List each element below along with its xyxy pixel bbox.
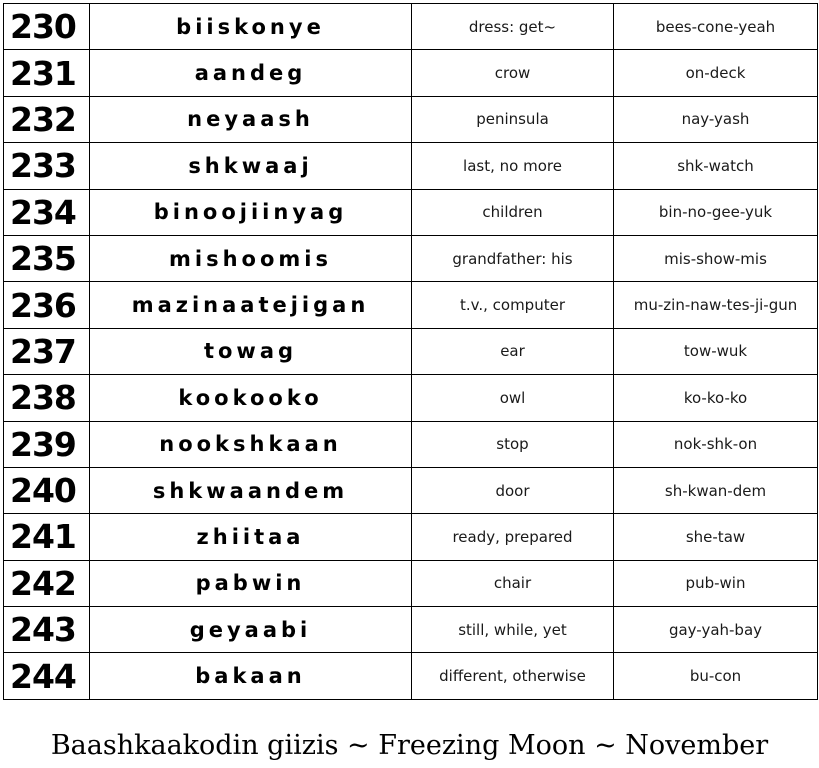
ojibwe-word: bakaan bbox=[90, 653, 412, 699]
english-meaning: stop bbox=[412, 421, 614, 467]
table-row bbox=[4, 607, 818, 653]
entry-number: 241 bbox=[4, 514, 90, 560]
entry-number: 242 bbox=[4, 560, 90, 606]
pronunciation-guide: she-taw bbox=[614, 514, 818, 560]
entry-number: 244 bbox=[4, 653, 90, 699]
vocabulary-table bbox=[3, 3, 818, 700]
table-row bbox=[4, 235, 818, 281]
ojibwe-word: shkwaaj bbox=[90, 143, 412, 189]
english-meaning: owl bbox=[412, 375, 614, 421]
ojibwe-word: shkwaandem bbox=[90, 467, 412, 513]
english-meaning: t.v., computer bbox=[412, 282, 614, 328]
entry-number: 235 bbox=[4, 235, 90, 281]
entry-number: 239 bbox=[4, 421, 90, 467]
pronunciation-guide: bees-cone-yeah bbox=[614, 4, 818, 50]
entry-number: 233 bbox=[4, 143, 90, 189]
ojibwe-word: biiskonye bbox=[90, 4, 412, 50]
table-row bbox=[4, 421, 818, 467]
entry-number: 237 bbox=[4, 328, 90, 374]
entry-number: 243 bbox=[4, 607, 90, 653]
table-row bbox=[4, 560, 818, 606]
pronunciation-guide: mis-show-mis bbox=[614, 235, 818, 281]
english-meaning: door bbox=[412, 467, 614, 513]
ojibwe-word: kookooko bbox=[90, 375, 412, 421]
pronunciation-guide: ko-ko-ko bbox=[614, 375, 818, 421]
pronunciation-guide: bu-con bbox=[614, 653, 818, 699]
table-row bbox=[4, 96, 818, 142]
ojibwe-word: aandeg bbox=[90, 50, 412, 96]
english-meaning: ready, prepared bbox=[412, 514, 614, 560]
english-meaning: peninsula bbox=[412, 96, 614, 142]
english-meaning: dress: get~ bbox=[412, 4, 614, 50]
table-row bbox=[4, 4, 818, 50]
table-row bbox=[4, 653, 818, 699]
english-meaning: crow bbox=[412, 50, 614, 96]
ojibwe-word: zhiitaa bbox=[90, 514, 412, 560]
pronunciation-guide: mu-zin-naw-tes-ji-gun bbox=[614, 282, 818, 328]
ojibwe-word: mazinaatejigan bbox=[90, 282, 412, 328]
table-row bbox=[4, 514, 818, 560]
entry-number: 240 bbox=[4, 467, 90, 513]
english-meaning: last, no more bbox=[412, 143, 614, 189]
table-row bbox=[4, 143, 818, 189]
table-row bbox=[4, 50, 818, 96]
pronunciation-guide: nok-shk-on bbox=[614, 421, 818, 467]
entry-number: 232 bbox=[4, 96, 90, 142]
vocabulary-table-body bbox=[4, 4, 818, 700]
ojibwe-word: binoojiinyag bbox=[90, 189, 412, 235]
english-meaning: ear bbox=[412, 328, 614, 374]
entry-number: 231 bbox=[4, 50, 90, 96]
ojibwe-word: mishoomis bbox=[90, 235, 412, 281]
ojibwe-word: towag bbox=[90, 328, 412, 374]
footer-title: Baashkaakodin giizis ~ Freezing Moon ~ November bbox=[50, 730, 769, 761]
pronunciation-guide: pub-win bbox=[614, 560, 818, 606]
entry-number: 236 bbox=[4, 282, 90, 328]
table-row bbox=[4, 328, 818, 374]
table-row bbox=[4, 467, 818, 513]
english-meaning: chair bbox=[412, 560, 614, 606]
entry-number: 230 bbox=[4, 4, 90, 50]
english-meaning: children bbox=[412, 189, 614, 235]
english-meaning: still, while, yet bbox=[412, 607, 614, 653]
table-row bbox=[4, 189, 818, 235]
table-row bbox=[4, 375, 818, 421]
pronunciation-guide: sh-kwan-dem bbox=[614, 467, 818, 513]
ojibwe-word: pabwin bbox=[90, 560, 412, 606]
pronunciation-guide: shk-watch bbox=[614, 143, 818, 189]
ojibwe-word: nookshkaan bbox=[90, 421, 412, 467]
entry-number: 234 bbox=[4, 189, 90, 235]
pronunciation-guide: bin-no-gee-yuk bbox=[614, 189, 818, 235]
english-meaning: different, otherwise bbox=[412, 653, 614, 699]
pronunciation-guide: tow-wuk bbox=[614, 328, 818, 374]
table-row bbox=[4, 282, 818, 328]
entry-number: 238 bbox=[4, 375, 90, 421]
ojibwe-word: geyaabi bbox=[90, 607, 412, 653]
pronunciation-guide: gay-yah-bay bbox=[614, 607, 818, 653]
english-meaning: grandfather: his bbox=[412, 235, 614, 281]
pronunciation-guide: on-deck bbox=[614, 50, 818, 96]
ojibwe-word: neyaash bbox=[90, 96, 412, 142]
pronunciation-guide: nay-yash bbox=[614, 96, 818, 142]
